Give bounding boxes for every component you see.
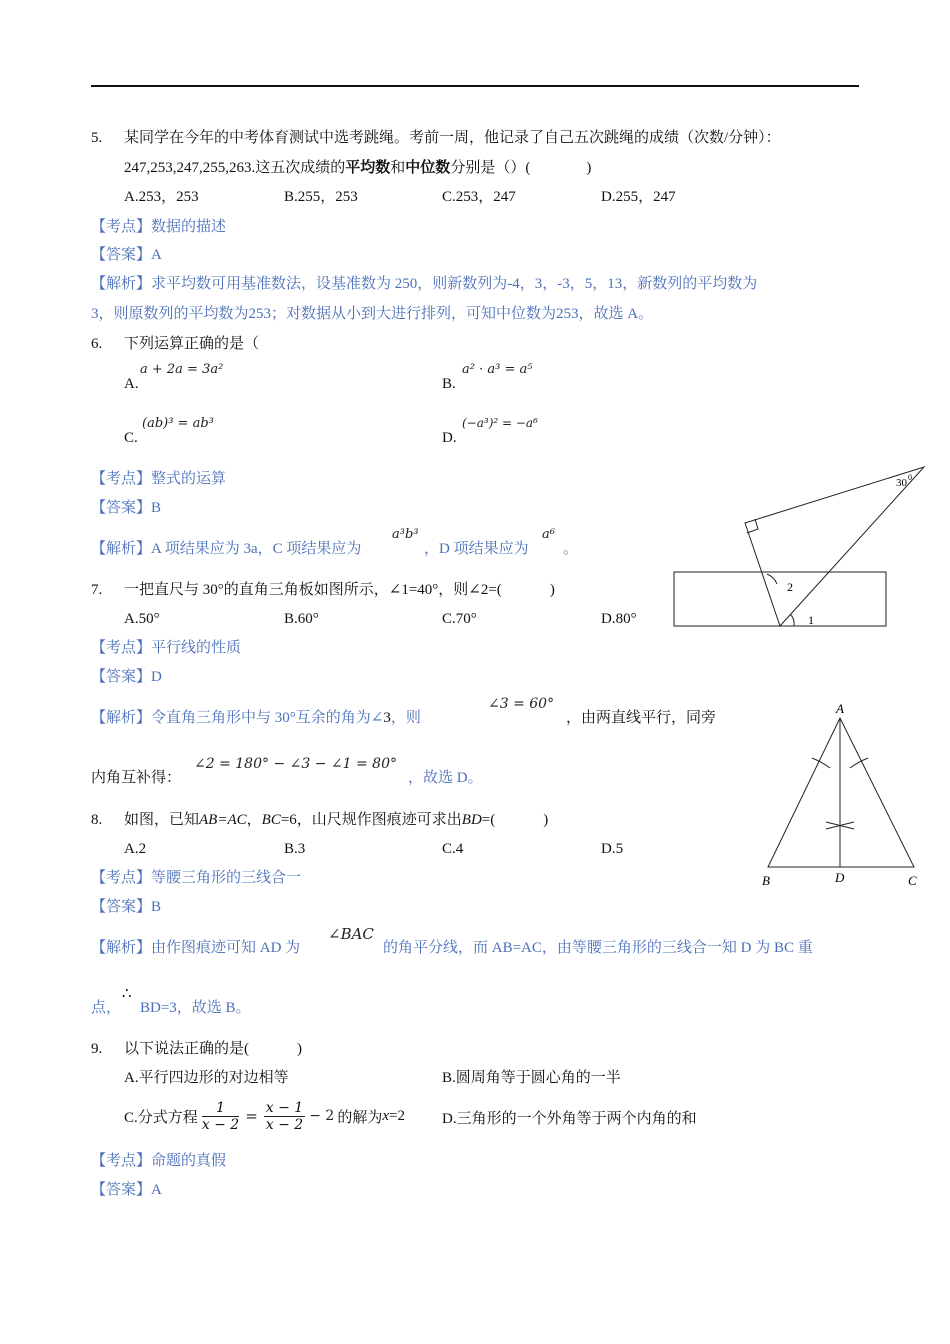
set-square-triangle [745,467,924,626]
q7-option-d: D.80° [601,611,637,627]
q6-option-c-formula: (ab)³ = ab³ [142,416,214,431]
q5-analysis-line2: 3，则原数列的平均数为253；对数据从小到大进行排列，可知中位数为253，故选 A。 [91,306,654,322]
q7-analysis-e: ，故选 D。 [408,770,483,786]
q5-answer: 【答案】A [91,247,162,263]
q5-stem-line1: 某同学在今年的中考体育测试中选考跳绳。考前一周，他记录了自己五次跳绳的成绩（次数/分钟）： [124,130,781,146]
q7-number: 7. [91,582,103,598]
q5-stem-part-a: 247,253,247,255,263.这五次成绩的 [124,160,346,176]
q8-paren-close: ) [543,812,549,828]
angle-2-arc [767,574,777,584]
q9-option-d: D.三角形的一个外角等于两个内角的和 [442,1111,697,1127]
q7-kaodian: 【考点】平行线的性质 [91,640,242,656]
therefore-symbol: ∴ [122,986,132,1002]
q5-paren-close: ) [586,160,592,176]
q8-option-c: C.4 [442,841,464,857]
vertex-c-label: C [908,873,917,888]
q8-option-d: D.5 [601,841,624,857]
arc-mark-right [850,758,868,768]
q8-ab-ac: AB=AC [199,812,247,828]
q8-answer: 【答案】B [91,899,162,915]
q7-analysis-c: ，由两直线平行，同旁 [566,710,717,726]
angle-1-label: 1 [808,613,814,627]
q5-option-b: B.255，253 [284,189,358,205]
q6-analysis-b: ，D 项结果应为 [424,541,529,557]
q7-paren-close: ) [549,582,555,598]
angle-30-degree: 0 [908,473,912,482]
q7-stem [124,583,555,598]
q6-analysis-a: 【解析】A 项结果应为 3a，C 项结果应为 [91,541,362,557]
q5-and: 和 [390,160,406,176]
q9-option-c-tail: 的解为 [337,1109,383,1126]
q8-bc: BC [261,812,281,828]
q9-stem [124,1042,302,1057]
q6-analysis-formula2: a⁶ [542,527,555,542]
q8-comma: ， [246,812,262,828]
q5-keyword-median: 中位数 [405,160,451,176]
ruler-triangle-figure [670,464,930,630]
q8-number: 8. [91,812,103,828]
q8-analysis-formula: ∠BAC [328,925,374,943]
q5-number: 5. [91,130,103,146]
q8-analysis-d: BD=3，故选 B。 [140,1000,251,1016]
q9-fraction-1-num: 1 [202,1100,239,1117]
q7-analysis-a: 【解析】令直角三角形中与 30°互余的角为∠ [91,710,384,726]
q8-stem [124,813,548,828]
q7-analysis-line1 [91,711,421,726]
isosceles-triangle-figure [752,698,930,892]
q6-analysis-formula1: a³b³ [392,527,419,542]
q8-analysis-a: 【解析】由作图痕迹可知 AD 为 [91,940,301,956]
q9-fraction-2-num: x − 1 [265,1099,304,1116]
q9-fraction-2 [264,1100,305,1133]
q6-answer: 【答案】B [91,500,162,516]
q6-analysis-c: 。 [563,541,579,557]
q9-fraction-2-den: x − 2 [265,1116,304,1133]
q9-paren-close: ) [297,1041,302,1057]
q7-analysis-d: 内角互补得： [91,770,182,786]
q6-option-d-label: D. [442,430,457,446]
q7-analysis-formula2: ∠2 = 180° − ∠3 − ∠1 = 80° [194,756,397,772]
vertex-a-label: A [836,701,844,716]
q9-number: 9. [91,1041,103,1057]
q9-option-c [124,1096,405,1136]
q8-kaodian: 【考点】等腰三角形的三线合一 [91,870,302,886]
q8-bd: BD [461,812,482,828]
q7-option-a: A.50° [124,611,160,627]
q9-minus-two: − 2 [309,1108,335,1124]
angle-1-arc [790,614,794,626]
q9-kaodian: 【考点】命题的真假 [91,1153,227,1169]
q6-kaodian: 【考点】整式的运算 [91,471,227,487]
q7-analysis-angle3: 3 [383,710,391,726]
q9-option-c-x: x [382,1107,389,1124]
q6-stem: 下列运算正确的是（ [124,336,260,352]
q6-option-b-label: B. [442,376,456,392]
q7-analysis-b: ，则 [390,710,421,726]
triangle-abc [768,718,914,867]
q5-stem-line2 [124,161,591,176]
q6-option-a-formula: a + 2a = 3a² [140,362,224,377]
q8-option-b: B.3 [284,841,306,857]
q9-answer: 【答案】A [91,1182,162,1198]
q9-equals: = [245,1107,258,1125]
q5-option-c: C.253，247 [442,189,516,205]
q6-option-a-label: A. [124,376,139,392]
q6-number: 6. [91,336,103,352]
angle-30-label: 30 [896,477,907,489]
q6-option-c-label: C. [124,430,138,446]
ruler-rectangle [674,572,886,626]
q5-keyword-mean: 平均数 [345,160,391,176]
q5-analysis-line1: 【解析】求平均数可用基准数法，设基准数为 250，则新数列为-4，3，-3，5，13，新数列的平均数为 [91,276,758,292]
q9-option-c-value: =2 [389,1107,405,1124]
q5-option-a: A.253，253 [124,189,199,205]
q6-option-b-formula: a² · a³ = a⁵ [462,362,533,377]
q7-analysis-formula1: ∠3 = 60° [488,696,555,712]
q9-stem-text: 以下说法正确的是( [124,1041,249,1057]
q7-stem-text: 一把直尺与 30°的直角三角板如图所示，∠1=40°，则∠2=( [124,582,502,598]
point-d-label: D [835,870,845,885]
q8-analysis-b: 的角平分线，而 AB=AC，由等腰三角形的三线合一知 D 为 BC 重 [383,940,813,956]
q5-option-d: D.255，247 [601,189,676,205]
angle-2-label: 2 [787,580,793,594]
q8-stem-a: 如图，已知 [124,812,200,828]
q6-option-d-formula: (−a³)² = −a⁶ [462,416,538,430]
q9-option-b: B.圆周角等于圆心角的一半 [442,1070,621,1086]
q5-kaodian: 【考点】数据的描述 [91,219,227,235]
q8-stem-b: =6，山尺规作图痕迹可求出 [280,812,462,828]
header-rule [91,85,859,87]
q9-option-c-label: C.分式方程 [124,1109,198,1126]
q9-fraction-1 [202,1100,239,1133]
q9-option-a: A.平行四边形的对边相等 [124,1070,289,1086]
q7-option-b: B.60° [284,611,319,627]
q8-stem-c: =( [481,812,496,828]
q7-answer: 【答案】D [91,669,162,685]
q7-option-c: C.70° [442,611,477,627]
arc-mark-left [812,758,830,768]
vertex-b-label: B [762,873,770,888]
q8-analysis-c: 点， [91,1000,122,1016]
q5-stem-part-b: 分别是（）( [450,160,531,176]
q9-fraction-1-den: x − 2 [201,1116,240,1133]
q8-option-a: A.2 [124,841,147,857]
